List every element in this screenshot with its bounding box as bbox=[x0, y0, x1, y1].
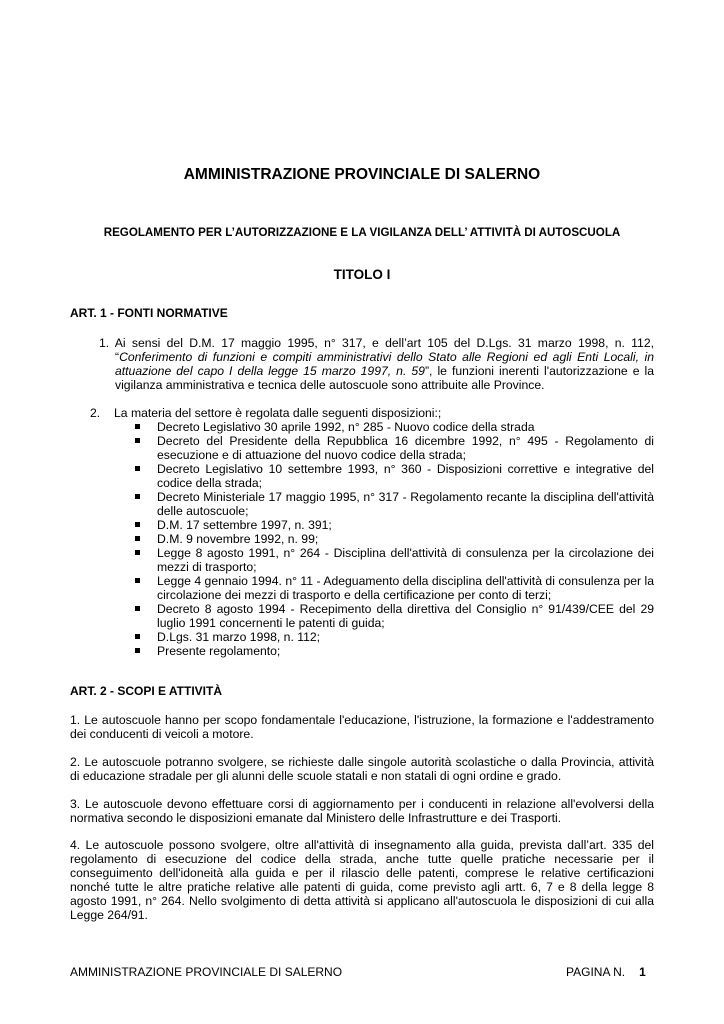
legislation-item bbox=[130, 532, 654, 546]
paragraph-text: Ai sensi del D.M. 17 maggio 1995, n° 317, e dell’art 105 del D.Lgs. 31 marzo 1998, n. 112, “ bbox=[114, 336, 654, 364]
art2-paragraph: 1. Le autoscuole hanno per scopo fondamentale l'educazione, l'istruzione, la formazione e l'addestramento dei conducenti di veicoli a motore. bbox=[70, 713, 654, 741]
legislation-item bbox=[130, 602, 654, 630]
legislation-item bbox=[130, 644, 654, 658]
bullet-icon bbox=[135, 648, 140, 653]
section-title: TITOLO I bbox=[333, 267, 391, 282]
legislation-item bbox=[130, 490, 654, 518]
legislation-text: Legge 8 agosto 1991, n° 264 - Disciplina dell'attività di consulenza per la circolazione dei mezzi di trasporto; bbox=[157, 546, 654, 574]
art1-paragraph-1 bbox=[90, 336, 654, 392]
paragraph-text-end: ”, le funzioni inerenti l'autorizzazione e la vigilanza amministrativa e tecnica delle autoscuole sono attribuite alle Province. bbox=[115, 364, 654, 392]
paragraph-italic: Conferimento di funzioni e compiti amministrativi dello Stato alle Regioni ed agli Enti Locali, in attuazione del capo I della legge 15 marzo 1997, n. 59 bbox=[115, 350, 654, 378]
legislation-text: Legge 4 gennaio 1994. n° 11 - Adeguamento della disciplina dell'attività di consulenza per la circolazione dei mezzi di trasporto e della certificazione per conto di terzi; bbox=[157, 574, 654, 602]
legislation-text: Presente regolamento; bbox=[157, 644, 281, 658]
bullet-icon bbox=[135, 522, 140, 527]
page-number: 1 bbox=[639, 965, 646, 979]
paragraph-number: 2. bbox=[90, 406, 101, 420]
art2-paragraph: 2. Le autoscuole potranno svolgere, se richieste dalle singole autorità scolastiche o dalla Provincia, attività di educazione stradale per gli alunni delle scuole statali e non statali di ogni ordine e grado. bbox=[70, 755, 654, 783]
legislation-list bbox=[130, 420, 654, 658]
legislation-item bbox=[130, 546, 654, 574]
legislation-text: D.Lgs. 31 marzo 1998, n. 112; bbox=[157, 630, 321, 644]
footer-page bbox=[566, 965, 646, 979]
art1-heading: ART. 1 - FONTI NORMATIVE bbox=[70, 306, 228, 320]
art2-heading: ART. 2 - SCOPI E ATTIVITÀ bbox=[70, 684, 223, 698]
art1-paragraph-2 bbox=[90, 406, 654, 420]
legislation-text: Decreto 8 agosto 1994 - Recepimento della direttiva del Consiglio n° 91/439/CEE del 29 luglio 1991 concernenti le patenti di guida; bbox=[157, 602, 654, 630]
bullet-icon bbox=[135, 494, 140, 499]
art2-paragraph: 4. Le autoscuole possono svolgere, oltre all'attività di insegnamento alla guida, prevista dall’art. 335 del regolamento di esecuzione del codice della strada, anche tutte quelle pratiche necessarie per il conseguimento dell'idoneità alla guida e per il rilascio delle patenti, comprese le relative certificazioni nonché tutte le altre pratiche relative alle patenti di guida, come previsto agli artt. 6, 7 e 8 della legge 8 agosto 1991, n° 264. Nello svolgimento di detta attività si applicano all'autoscuola le disposizioni di cui alla Legge 264/91. bbox=[70, 838, 654, 922]
legislation-text: Decreto del Presidente della Repubblica 16 dicembre 1992, n° 495 - Regolamento di esecuzione e di attuazione del nuovo codice della strada; bbox=[157, 434, 654, 462]
legislation-text: Decreto Ministeriale 17 maggio 1995, n° 317 - Regolamento recante la disciplina dell'attività delle autoscuole; bbox=[157, 490, 654, 518]
legislation-item bbox=[130, 462, 654, 490]
bullet-icon bbox=[135, 536, 140, 541]
legislation-item bbox=[130, 630, 654, 644]
legislation-item bbox=[130, 518, 654, 532]
bullet-icon bbox=[135, 578, 140, 583]
legislation-text: Decreto Legislativo 10 settembre 1993, n° 360 - Disposizioni correttive e integrative del codice della strada; bbox=[157, 462, 654, 490]
bullet-icon bbox=[135, 466, 140, 471]
legislation-text: D.M. 17 settembre 1997, n. 391; bbox=[157, 518, 332, 532]
paragraph-text: La materia del settore è regolata dalle seguenti disposizioni:; bbox=[114, 406, 442, 420]
bullet-icon bbox=[135, 438, 140, 443]
footer-organization: AMMINISTRAZIONE PROVINCIALE DI SALERNO bbox=[70, 965, 343, 979]
bullet-icon bbox=[135, 424, 140, 429]
bullet-icon bbox=[135, 606, 140, 611]
paragraph-number: 1. bbox=[99, 336, 110, 350]
legislation-item bbox=[130, 574, 654, 602]
page-label: PAGINA N. bbox=[566, 965, 626, 979]
bullet-icon bbox=[135, 550, 140, 555]
legislation-item bbox=[130, 434, 654, 462]
legislation-text: Decreto Legislativo 30 aprile 1992, n° 285 - Nuovo codice della strada bbox=[157, 420, 535, 434]
legislation-item bbox=[130, 420, 654, 434]
bullet-icon bbox=[135, 634, 140, 639]
art2-paragraph: 3. Le autoscuole devono effettuare corsi di aggiornamento per i conducenti in relazione all'evolversi della normativa secondo le disposizioni emanate dal Ministero delle Infrastrutture e dei Trasporti. bbox=[70, 797, 654, 825]
legislation-text: D.M. 9 novembre 1992, n. 99; bbox=[157, 532, 319, 546]
document-title: AMMINISTRAZIONE PROVINCIALE DI SALERNO bbox=[183, 166, 541, 183]
document-subtitle: REGOLAMENTO PER L’AUTORIZZAZIONE E LA VIGILANZA DELL’ ATTIVITÀ DI AUTOSCUOLA bbox=[103, 226, 621, 239]
